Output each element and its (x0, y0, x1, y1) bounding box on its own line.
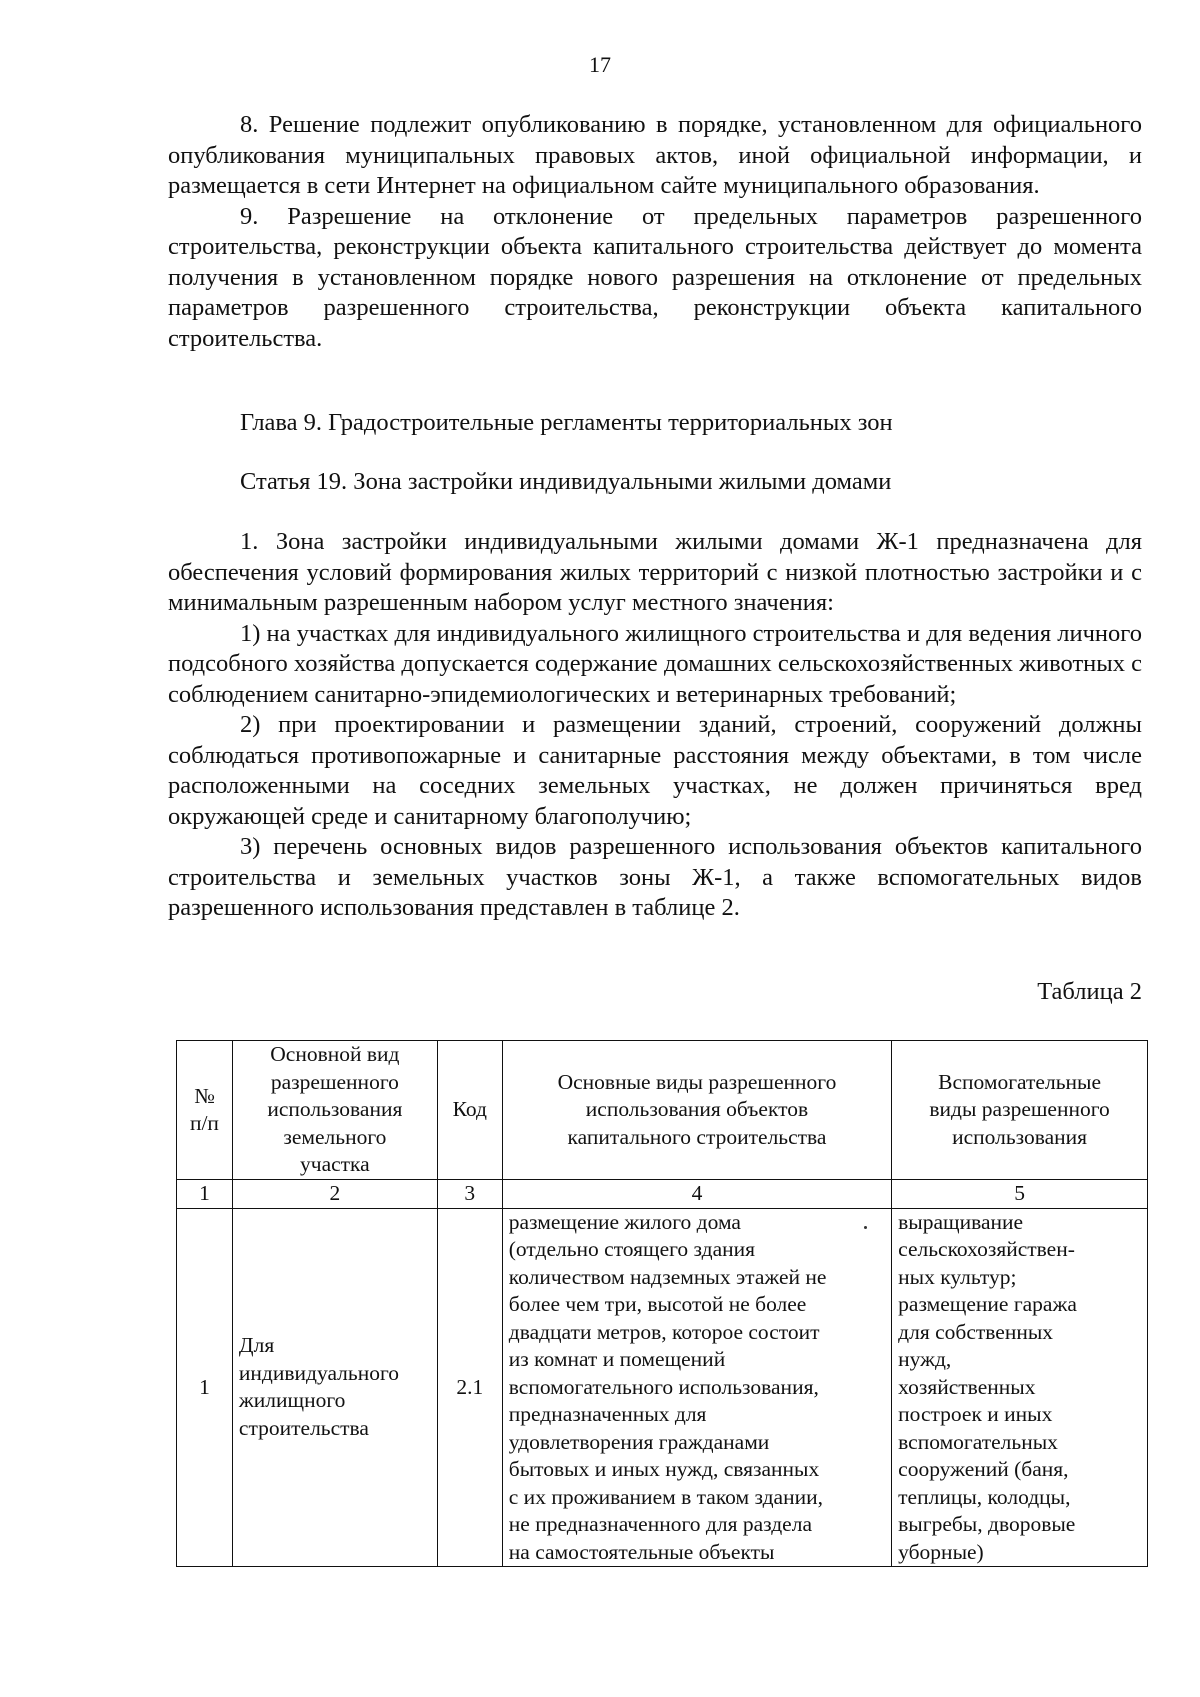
header-auxiliary-uses: Вспомогательные виды разрешенного использования (892, 1041, 1148, 1180)
row-land-use: Для индивидуального жилищного строительства (232, 1208, 437, 1567)
row-number: 1 (177, 1208, 233, 1567)
article-item-3: 3) перечень основных видов разрешенного использования объектов капитального строительства и земельных участков зоны Ж-1, а также вспомогательных видов разрешенного использования представлен в таблице 2. (168, 833, 1142, 921)
table-caption: Таблица 2 (1037, 978, 1142, 1005)
column-number-cell: 4 (502, 1180, 891, 1209)
column-number-cell: 1 (177, 1180, 233, 1209)
scan-artifact-dot (864, 1226, 867, 1229)
zoning-table (176, 1040, 1148, 1567)
table-header-row (177, 1041, 1148, 1180)
column-number-cell: 3 (437, 1180, 502, 1209)
article-item-1: 1) на участках для индивидуального жилищного строительства и для ведения личного подсобного хозяйства допускается содержание домашних сельскохозяйственных животных с соблюдением санитарно-эпидемиологических и ветеринарных требований; (168, 619, 1142, 708)
closing-provisions (168, 110, 1142, 354)
header-code: Код (437, 1041, 502, 1180)
row-code: 2.1 (437, 1208, 502, 1567)
article-item-2: 2) при проектировании и размещении зданий, строений, сооружений должны соблюдаться противопожарные и санитарные расстояния между объектами, в том числе расположенными на соседних земельных участках, не должен причиняться вред окружающей среде и санитарному благополучию; (168, 711, 1142, 830)
paragraph-9: 9. Разрешение на отклонение от предельных параметров разрешенного строительства, реконструкции объекта капитального строительства действует до момента получения в установленном порядке нового разрешения на отклонение от предельных параметров разрешенного строительства, реконструкции объекта капитального строительства. (168, 202, 1142, 352)
article-body (168, 527, 1142, 924)
column-number-cell: 5 (892, 1180, 1148, 1209)
table-row (177, 1208, 1148, 1567)
header-main-uses: Основные виды разрешенного использования объектов капитального строительства (502, 1041, 891, 1180)
paragraph-8: 8. Решение подлежит опубликованию в порядке, установленном для официального опубликования муниципальных правовых актов, иной официальной информации, и размещается в сети Интернет на официальном сайте муниципального образования. (168, 111, 1142, 199)
row-main-uses: размещение жилого дома (отдельно стоящего здания количеством надземных этажей не более чем три, высотой не более двадцати метров, которое состоит из комнат и помещений вспомогательного использования, предназначенных для удовлетворения гражданами бытовых и иных нужд, связанных с их проживанием в таком здании, не предназначенного для раздела на самостоятельные объекты (502, 1208, 891, 1567)
header-number: № п/п (177, 1041, 233, 1180)
column-number-cell: 2 (232, 1180, 437, 1209)
article-paragraph-1: 1. Зона застройки индивидуальными жилыми домами Ж-1 предназначена для обеспечения условий формирования жилых территорий с низкой плотностью застройки и с минимальным разрешенным набором услуг местного значения: (168, 528, 1142, 616)
table-column-numbers-row (177, 1180, 1148, 1209)
article-heading: Статья 19. Зона застройки индивидуальными жилыми домами (240, 468, 892, 495)
header-land-use: Основной вид разрешенного использования земельного участка (232, 1041, 437, 1180)
row-auxiliary-uses: выращивание сельскохозяйствен- ных культур; размещение гаража для собственных нужд, хозяйственных построек и иных вспомогательных сооружений (баня, теплицы, колодцы, выгребы, дворовые уборные) (892, 1208, 1148, 1567)
page-number: 17 (589, 52, 611, 77)
chapter-heading: Глава 9. Градостроительные регламенты территориальных зон (240, 409, 893, 436)
